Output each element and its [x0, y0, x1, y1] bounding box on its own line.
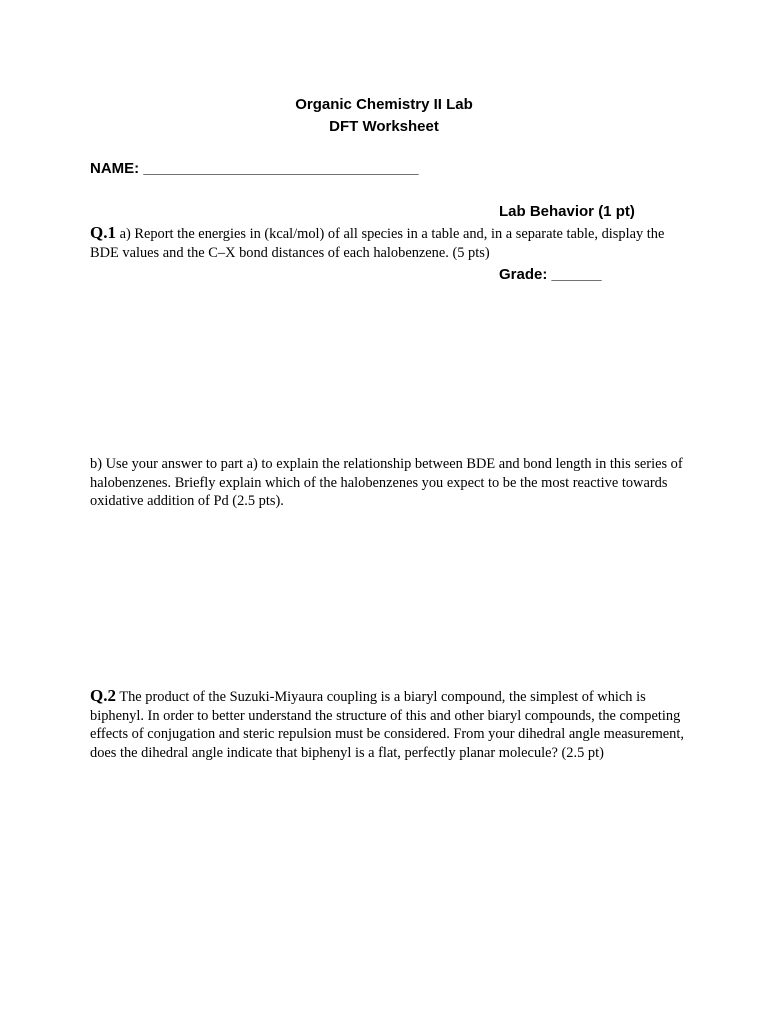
question-1-part-b [90, 455, 690, 511]
question-2-text: The product of the Suzuki-Miyaura coupling is a biaryl compound, the simplest of which is biphenyl. In order to better understand the structure of this and other biaryl compounds, the competing effects of conjugation and steric repulsion must be considered. From your dihedral angle measurement, does the dihedral angle indicate that biphenyl is a flat, perfectly planar molecule? (2.5 pt) [90, 689, 684, 761]
question-2-number: Q.2 [90, 686, 116, 705]
worksheet-title: DFT Worksheet [329, 118, 439, 135]
question-2 [90, 687, 690, 762]
name-field-label: NAME: _________________________________ [90, 160, 419, 177]
question-1-part-b-text: b) Use your answer to part a) to explain the relationship between BDE and bond length in this series of halobenzenes. Briefly explain which of the halobenzenes you expect to be the most reactive towards oxidative addition of Pd (2.5 pts). [90, 456, 683, 509]
question-1-part-a-text: a) Report the energies in (kcal/mol) of all species in a table and, in a separate table, display the BDE values and the C–X bond distances of each halobenzene. (5 pts) [90, 226, 665, 261]
question-1-number: Q.1 [90, 223, 116, 242]
worksheet-title-block [0, 94, 768, 138]
grade-label: Grade: ______ [499, 266, 602, 283]
course-title: Organic Chemistry II Lab [295, 96, 473, 113]
question-1-part-a [90, 224, 690, 262]
lab-behavior-label: Lab Behavior (1 pt) [499, 203, 635, 220]
